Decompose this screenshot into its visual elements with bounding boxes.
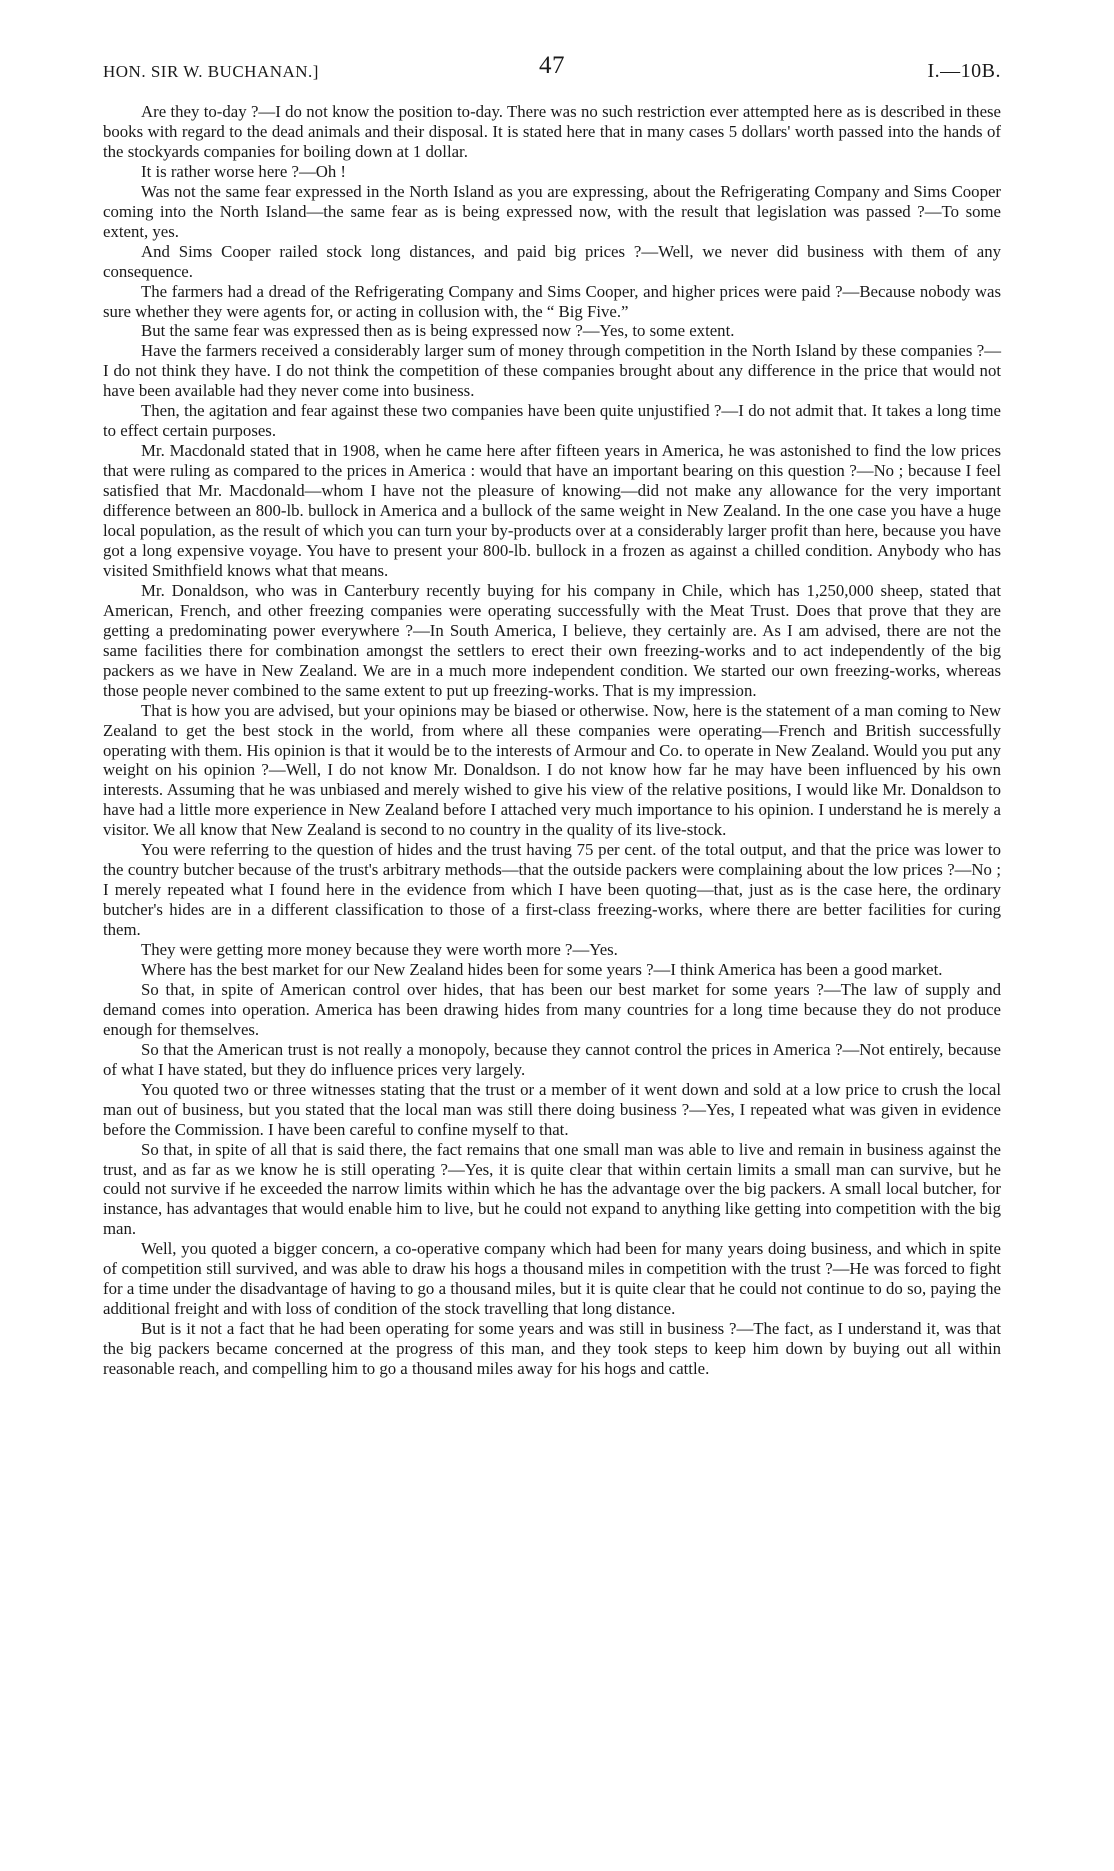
page-number: 47 [539,52,565,79]
paragraph: So that, in spite of all that is said there, the fact remains that one small man was able to live and remain in business against the trust, and as far as we know he is still operating ?—Yes, it is quite clear that within certain limits a small man can survive, but he could not survive if he exceeded the narrow limits within which he has the advantage over the big packers. A small local butcher, for instance, has advantages that would enable him to live, but he could not expand to anything like getting into competition with the big man. [103,1139,1001,1239]
paragraph: But is it not a fact that he had been operating for some years and was still in business ?—The fact, as I understand it, was that the big packers became concerned at the progress of this man, and they took steps to keep him down by buying out all within reasonable reach, and compelling him to go a thousand miles away for his hogs and cattle. [103,1319,1001,1379]
header-speaker: HON. SIR W. BUCHANAN.] [103,62,319,81]
paragraph: You were referring to the question of hides and the trust having 75 per cent. of the total output, and that the price was lower to the country butcher because of the trust's arbitrary methods—that the outside packers were complaining about the low prices ?—No ; I merely repeated what I found here in the evidence from which I have been quoting—that, just as is the case here, the ordinary butcher's hides are in a different classification to those of a first-class freezing-works, where there are better facilities for curing them. [103,840,1001,940]
paragraph: Then, the agitation and fear against these two companies have been quite unjustified ?—I do not admit that. It takes a long time to effect certain purposes. [103,401,1001,441]
paragraph: Mr. Donaldson, who was in Canterbury recently buying for his company in Chile, which has 1,250,000 sheep, stated that American, French, and other freezing companies were operating successfully with the Meat Trust. Does that prove that they are getting a predominating power everywhere ?—In South America, I believe, they certainly are. As I am advised, there are not the same facilities there for combination amongst the settlers to erect their own freezing-works and to act independently of the big packers as we have in New Zealand. We are in a much more independent condition. We started our own freezing-works, whereas those people never combined to the same extent to put up freezing-works. That is my impression. [103,580,1001,700]
paragraph: They were getting more money because they were worth more ?—Yes. [141,940,618,960]
page-header [103,52,1001,102]
paragraph: Mr. Macdonald stated that in 1908, when he came here after fifteen years in America, he was astonished to find the low prices that were ruling as compared to the prices in America : would that have an important bearing on this question ?—No ; because I feel satisfied that Mr. Macdonald—whom I have not the pleasure of knowing—did not make any allowance for the very important difference between an 800-lb. bullock in America and a bullock of the same weight in New Zealand. In the one case you have a huge local population, as the result of which you can turn your by-products over at a considerably larger profit than here, because you have got a long expensive voyage. You have to present your 800-lb. bullock in a frozen as against a chilled condition. Anybody who has visited Smithfield knows what that means. [103,441,1001,580]
paper-reference: I.—10B. [927,60,1001,82]
paragraph: Was not the same fear expressed in the North Island as you are expressing, about the Refrigerating Company and Sims Cooper coming into the North Island—the same fear as is being expressed now, with the result that legislation was passed ?—To some extent, yes. [103,181,1001,241]
paragraph: That is how you are advised, but your opinions may be biased or otherwise. Now, here is the statement of a man coming to New Zealand to get the best stock in the world, from where all these companies were operating—French and British successfully operating with them. His opinion is that it would be to the interests of Armour and Co. to operate in New Zealand. Would you put any weight on his opinion ?—Well, I do not know Mr. Donaldson. I do not know how far he may have been influenced by his own interests. Assuming that he was unbiased and merely wished to give his view of the relative positions, I would like Mr. Donaldson to have had a little more experience in New Zealand before I attached very much importance to his opinion. I understand he is merely a visitor. We all know that New Zealand is second to no country in the quality of its live-stock. [103,700,1001,840]
paragraph: So that the American trust is not really a monopoly, because they cannot control the prices in America ?—Not entirely, because of what I have stated, but they do influence prices very largely. [103,1039,1001,1079]
paragraph: The farmers had a dread of the Refrigerating Company and Sims Cooper, and higher prices were paid ?—Because nobody was sure whether they were agents for, or acting in collusion with, the “ Big Five.” [103,281,1001,321]
paragraph: Where has the best market for our New Zealand hides been for some years ?—I think America has been a good market. [141,959,943,979]
document-page [103,52,1001,1379]
paragraph: But the same fear was expressed then as is being expressed now ?—Yes, to some extent. [141,321,735,341]
paragraph: Are they to-day ?—I do not know the position to-day. There was no such restriction ever attempted here as is described in these books with regard to the dead animals and their disposal. It is stated here that in many cases 5 dollars' worth passed into the hands of the stockyards companies for boiling down at 1 dollar. [103,102,1001,161]
paragraph: And Sims Cooper railed stock long distances, and paid big prices ?—Well, we never did business with them of any consequence. [103,241,1001,281]
paragraph: You quoted two or three witnesses stating that the trust or a member of it went down and sold at a low price to crush the local man out of business, but you stated that the local man was still there doing business ?—Yes, I repeated what was given in evidence before the Commission. I have been careful to confine myself to that. [103,1079,1001,1139]
paragraph: Well, you quoted a bigger concern, a co-operative company which had been for many years doing business, and which in spite of competition still survived, and was able to draw his hogs a thousand miles in competition with the trust ?—He was forced to fight for a time under the disadvantage of having to go a thousand miles, but it is quite clear that he could not continue to do so, paying the additional freight and with loss of condition of the stock travelling that long distance. [103,1239,1001,1319]
paragraph: Have the farmers received a considerably larger sum of money through competition in the North Island by these companies ?—I do not think they have. I do not think the competition of these companies brought about any difference in the price that would not have been available had they never come into business. [103,341,1001,401]
paragraph: So that, in spite of American control over hides, that has been our best market for some years ?—The law of supply and demand comes into operation. America has been drawing hides from many countries for a long time because they do not produce enough for themselves. [103,979,1001,1039]
paragraph: It is rather worse here ?—Oh ! [141,161,347,181]
body-text [103,102,1001,1379]
